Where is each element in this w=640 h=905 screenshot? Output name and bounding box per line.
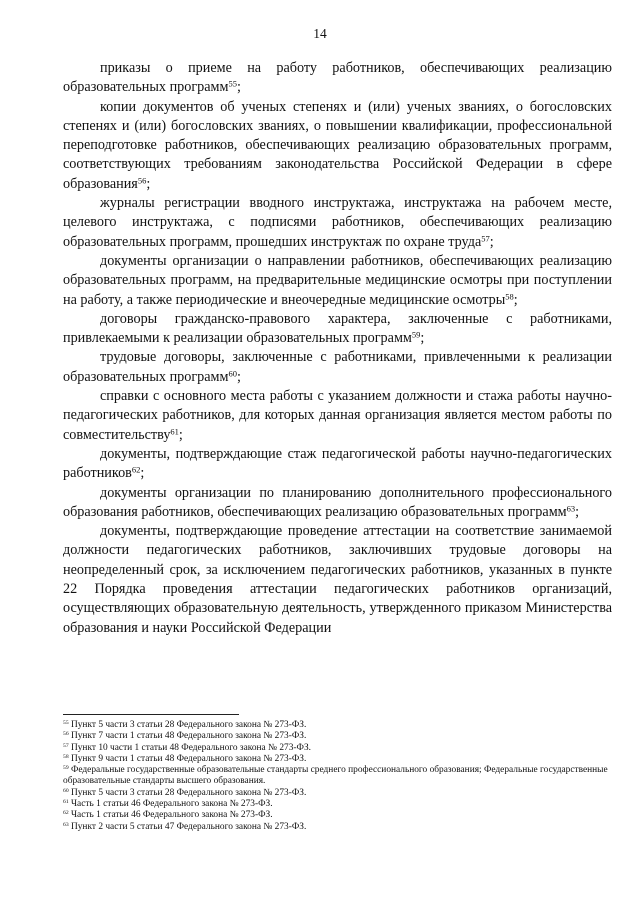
footnote-number: 63 [63, 821, 69, 828]
footnote-text: Часть 1 статьи 46 Федерального закона № 273-ФЗ. [70, 799, 273, 810]
footnote [63, 754, 615, 765]
footnote-text: Федеральные государственные образовательные стандарты среднего профессионального образования; Федеральные государственные образовательные стандарты высшего образования. [63, 765, 608, 787]
footnote-ref[interactable]: 63 [566, 503, 576, 514]
footnote-text: Пункт 5 части 3 статьи 28 Федерального закона № 273-ФЗ. [70, 787, 307, 798]
footnote-divider [63, 714, 239, 715]
paragraph-punct: ; [420, 330, 425, 347]
footnote [63, 810, 615, 821]
paragraph-punct: ; [146, 175, 151, 192]
paragraph [63, 310, 612, 349]
paragraph [63, 522, 612, 638]
footnote-number: 55 [63, 719, 69, 726]
footnote [63, 788, 615, 799]
footnote-ref[interactable]: 56 [137, 175, 147, 186]
footnote-ref[interactable]: 62 [131, 464, 141, 475]
paragraph-punct: ; [513, 291, 518, 308]
footnote-ref[interactable]: 60 [228, 368, 238, 379]
footnote-number: 56 [63, 731, 69, 738]
footnote-text: Пункт 5 части 3 статьи 28 Федерального закона № 273-ФЗ. [70, 720, 307, 730]
paragraph [63, 59, 612, 98]
footnote-number: 57 [63, 742, 69, 749]
paragraph-punct: ; [489, 233, 494, 250]
footnote-ref[interactable]: 57 [481, 233, 490, 243]
page-number: 14 [313, 26, 327, 41]
paragraph-punct: ; [178, 426, 183, 443]
footnote [63, 743, 615, 754]
paragraph-text: справки с основного места работы с указанием должности и стажа работы научно-педагогических работников, для которых данная организация является местом работы по совместительству [63, 388, 612, 443]
footnote-number: 61 [63, 798, 69, 805]
paragraph [63, 484, 612, 523]
paragraph-punct: ; [237, 368, 241, 385]
paragraph-text: журналы регистрации вводного инструктажа, инструктажа на рабочем месте, целевого инструктажа, с подписями работников, обеспечивающих реализацию образовательных программ, прошедших инструктаж по охране труда [63, 195, 612, 250]
footnotes [63, 720, 615, 833]
footnote-ref[interactable]: 58 [505, 290, 514, 301]
paragraph-punct: ; [237, 79, 241, 96]
paragraph-text: копии документов об ученых степенях и (или) ученых званиях, о богословских степенях и (или) богословских званиях, о повышении квалификации, профессиональной переподготовке работников, обеспечивающих реализацию образовательных программ, соответствующих требованиям законодательства Российской Федерации в сфере образования [63, 98, 612, 192]
footnote [63, 720, 615, 731]
footnote-number: 62 [63, 810, 69, 817]
paragraph-punct: ; [140, 465, 145, 482]
footnote-ref[interactable]: 59 [411, 329, 421, 340]
footnote-number: 58 [63, 753, 69, 760]
footnote-text: Пункт 9 части 1 статьи 48 Федерального закона № 273-ФЗ. [70, 753, 307, 764]
body-text [63, 59, 612, 638]
paragraph-text: трудовые договоры, заключенные с работниками, привлеченными к реализации образовательных программ [63, 349, 612, 385]
footnote [63, 765, 615, 788]
footnote [63, 799, 615, 810]
paragraph-text: документы организации по планированию дополнительного профессионального образования работников, обеспечивающих реализацию образовательных программ [63, 484, 612, 520]
footnote-number: 60 [63, 787, 69, 794]
paragraph-text: документы организации о направлении работников, обеспечивающих реализацию образовательных программ, на предварительные медицинские осмотры при поступлении на работу, а также периодические и внеочередные медицинские осмотры [63, 252, 612, 308]
footnote-text: Пункт 10 части 1 статьи 48 Федерального закона № 273-ФЗ. [70, 742, 311, 753]
footnote-ref[interactable]: 55 [228, 78, 238, 89]
paragraph-punct: ; [575, 503, 580, 520]
footnote [63, 731, 615, 742]
footnote-text: Пункт 7 части 1 статьи 48 Федерального закона № 273-ФЗ. [70, 731, 307, 742]
paragraph [63, 348, 612, 387]
paragraph-text: документы, подтверждающие проведение аттестации на соответствие занимаемой должности педагогических работников, заключивших трудовые договоры на неопределенный срок, за исключением педагогических работников, указанных в пункте 22 Порядка проведения аттестации педагогических работников организаций, осуществляющих образовательную деятельность, утвержденного приказом Министерства образования и науки Российской Федерации [63, 523, 612, 636]
footnote-text: Часть 1 статьи 46 Федерального закона № 273-ФЗ. [70, 810, 273, 821]
footnote [63, 822, 615, 833]
footnote-number: 59 [63, 765, 69, 772]
paragraph-text: приказы о приеме на работу работников, обеспечивающих реализацию образовательных программ [63, 60, 612, 96]
paragraph [63, 387, 612, 445]
paragraph [63, 252, 612, 310]
paragraph [63, 194, 612, 252]
paragraph-text: договоры гражданско-правового характера, заключенные с работниками, привлекаемыми к реализации образовательных программ [63, 310, 612, 347]
paragraph [63, 98, 612, 194]
paragraph [63, 445, 612, 484]
paragraph-text: документы, подтверждающие стаж педагогической работы научно-педагогических работников [63, 445, 612, 482]
footnote-text: Пункт 2 части 5 статьи 47 Федерального закона № 273-ФЗ. [70, 821, 307, 832]
footnote-ref[interactable]: 61 [170, 425, 179, 436]
